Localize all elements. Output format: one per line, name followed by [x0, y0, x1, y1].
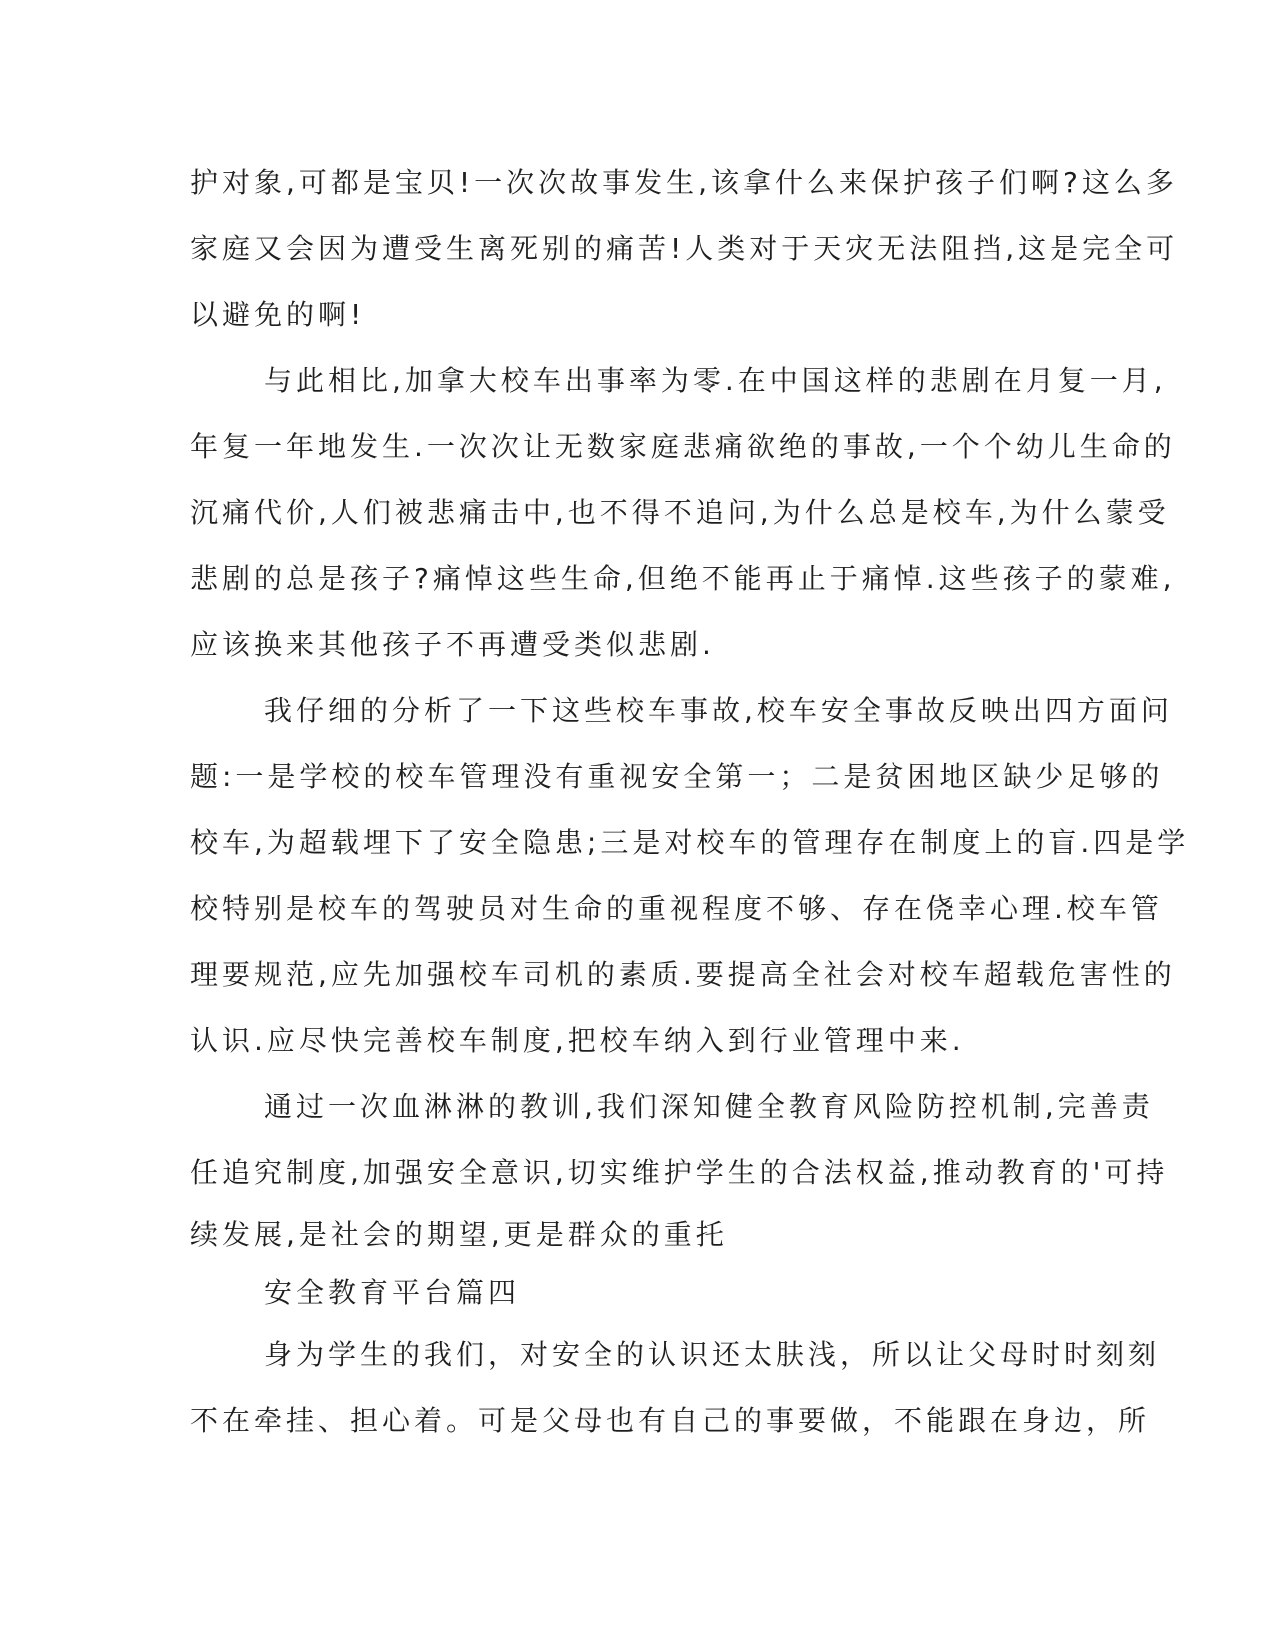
- text-line: 认识.应尽快完善校车制度,把校车纳入到行业管理中来.: [190, 1024, 965, 1057]
- document-body: [190, 150, 1190, 1454]
- text-line: 悲剧的总是孩子?痛悼这些生命,但绝不能再止于痛悼.这些孩子的蒙难,: [190, 562, 1176, 595]
- paragraph-intro-continued: [190, 150, 1179, 348]
- text-line: 续发展,是社会的期望,更是群众的重托: [190, 1218, 728, 1251]
- text-line: 我仔细的分析了一下这些校车事故,校车安全事故反映出四方面问: [264, 694, 1173, 727]
- text-line: 以避免的啊!: [190, 298, 366, 331]
- section-heading: [190, 1264, 1090, 1322]
- text-line: 身为学生的我们，对安全的认识还太肤浅，所以让父母时时刻刻: [264, 1338, 1161, 1371]
- text-line: 校车,为超载埋下了安全隐患;三是对校车的管理存在制度上的盲.四是学: [190, 826, 1190, 859]
- text-line: 家庭又会因为遭受生离死别的痛苦!人类对于天灾无法阻挡,这是完全可: [190, 232, 1179, 265]
- paragraph-conclusion: [190, 1074, 1169, 1264]
- text-line: 理要规范,应先加强校车司机的素质.要提高全社会对校车超载危害性的: [190, 958, 1176, 991]
- paragraph-section-four-body: [190, 1322, 1161, 1454]
- text-line: 护对象,可都是宝贝!一次次故事发生,该拿什么来保护孩子们啊?这么多: [190, 166, 1178, 199]
- paragraph-analysis: [190, 678, 1190, 1074]
- text-line: 题:一是学校的校车管理没有重视安全第一；二是贫困地区缺少足够的: [190, 760, 1164, 793]
- text-line: 校特别是校车的驾驶员对生命的重视程度不够、存在侥幸心理.校车管: [190, 892, 1163, 925]
- text-line: 年复一年地发生.一次次让无数家庭悲痛欲绝的事故,一个个幼儿生命的: [190, 430, 1176, 463]
- text-line: 通过一次血淋淋的教训,我们深知健全教育风险防控机制,完善责: [264, 1090, 1154, 1123]
- text-line: 应该换来其他孩子不再遭受类似悲剧.: [190, 628, 715, 661]
- text-line: 沉痛代价,人们被悲痛击中,也不得不追问,为什么总是校车,为什么蒙受: [190, 496, 1170, 529]
- section-title: 安全教育平台篇四: [264, 1276, 521, 1309]
- text-line: 任追究制度,加强安全意识,切实维护学生的合法权益,推动教育的'可持: [190, 1156, 1169, 1189]
- text-line: 与此相比,加拿大校车出事率为零.在中国这样的悲剧在月复一月,: [264, 364, 1167, 397]
- text-line: 不在牵挂、担心着。可是父母也有自己的事要做，不能跟在身边，所: [190, 1404, 1151, 1437]
- paragraph-canada-comparison: [190, 348, 1176, 678]
